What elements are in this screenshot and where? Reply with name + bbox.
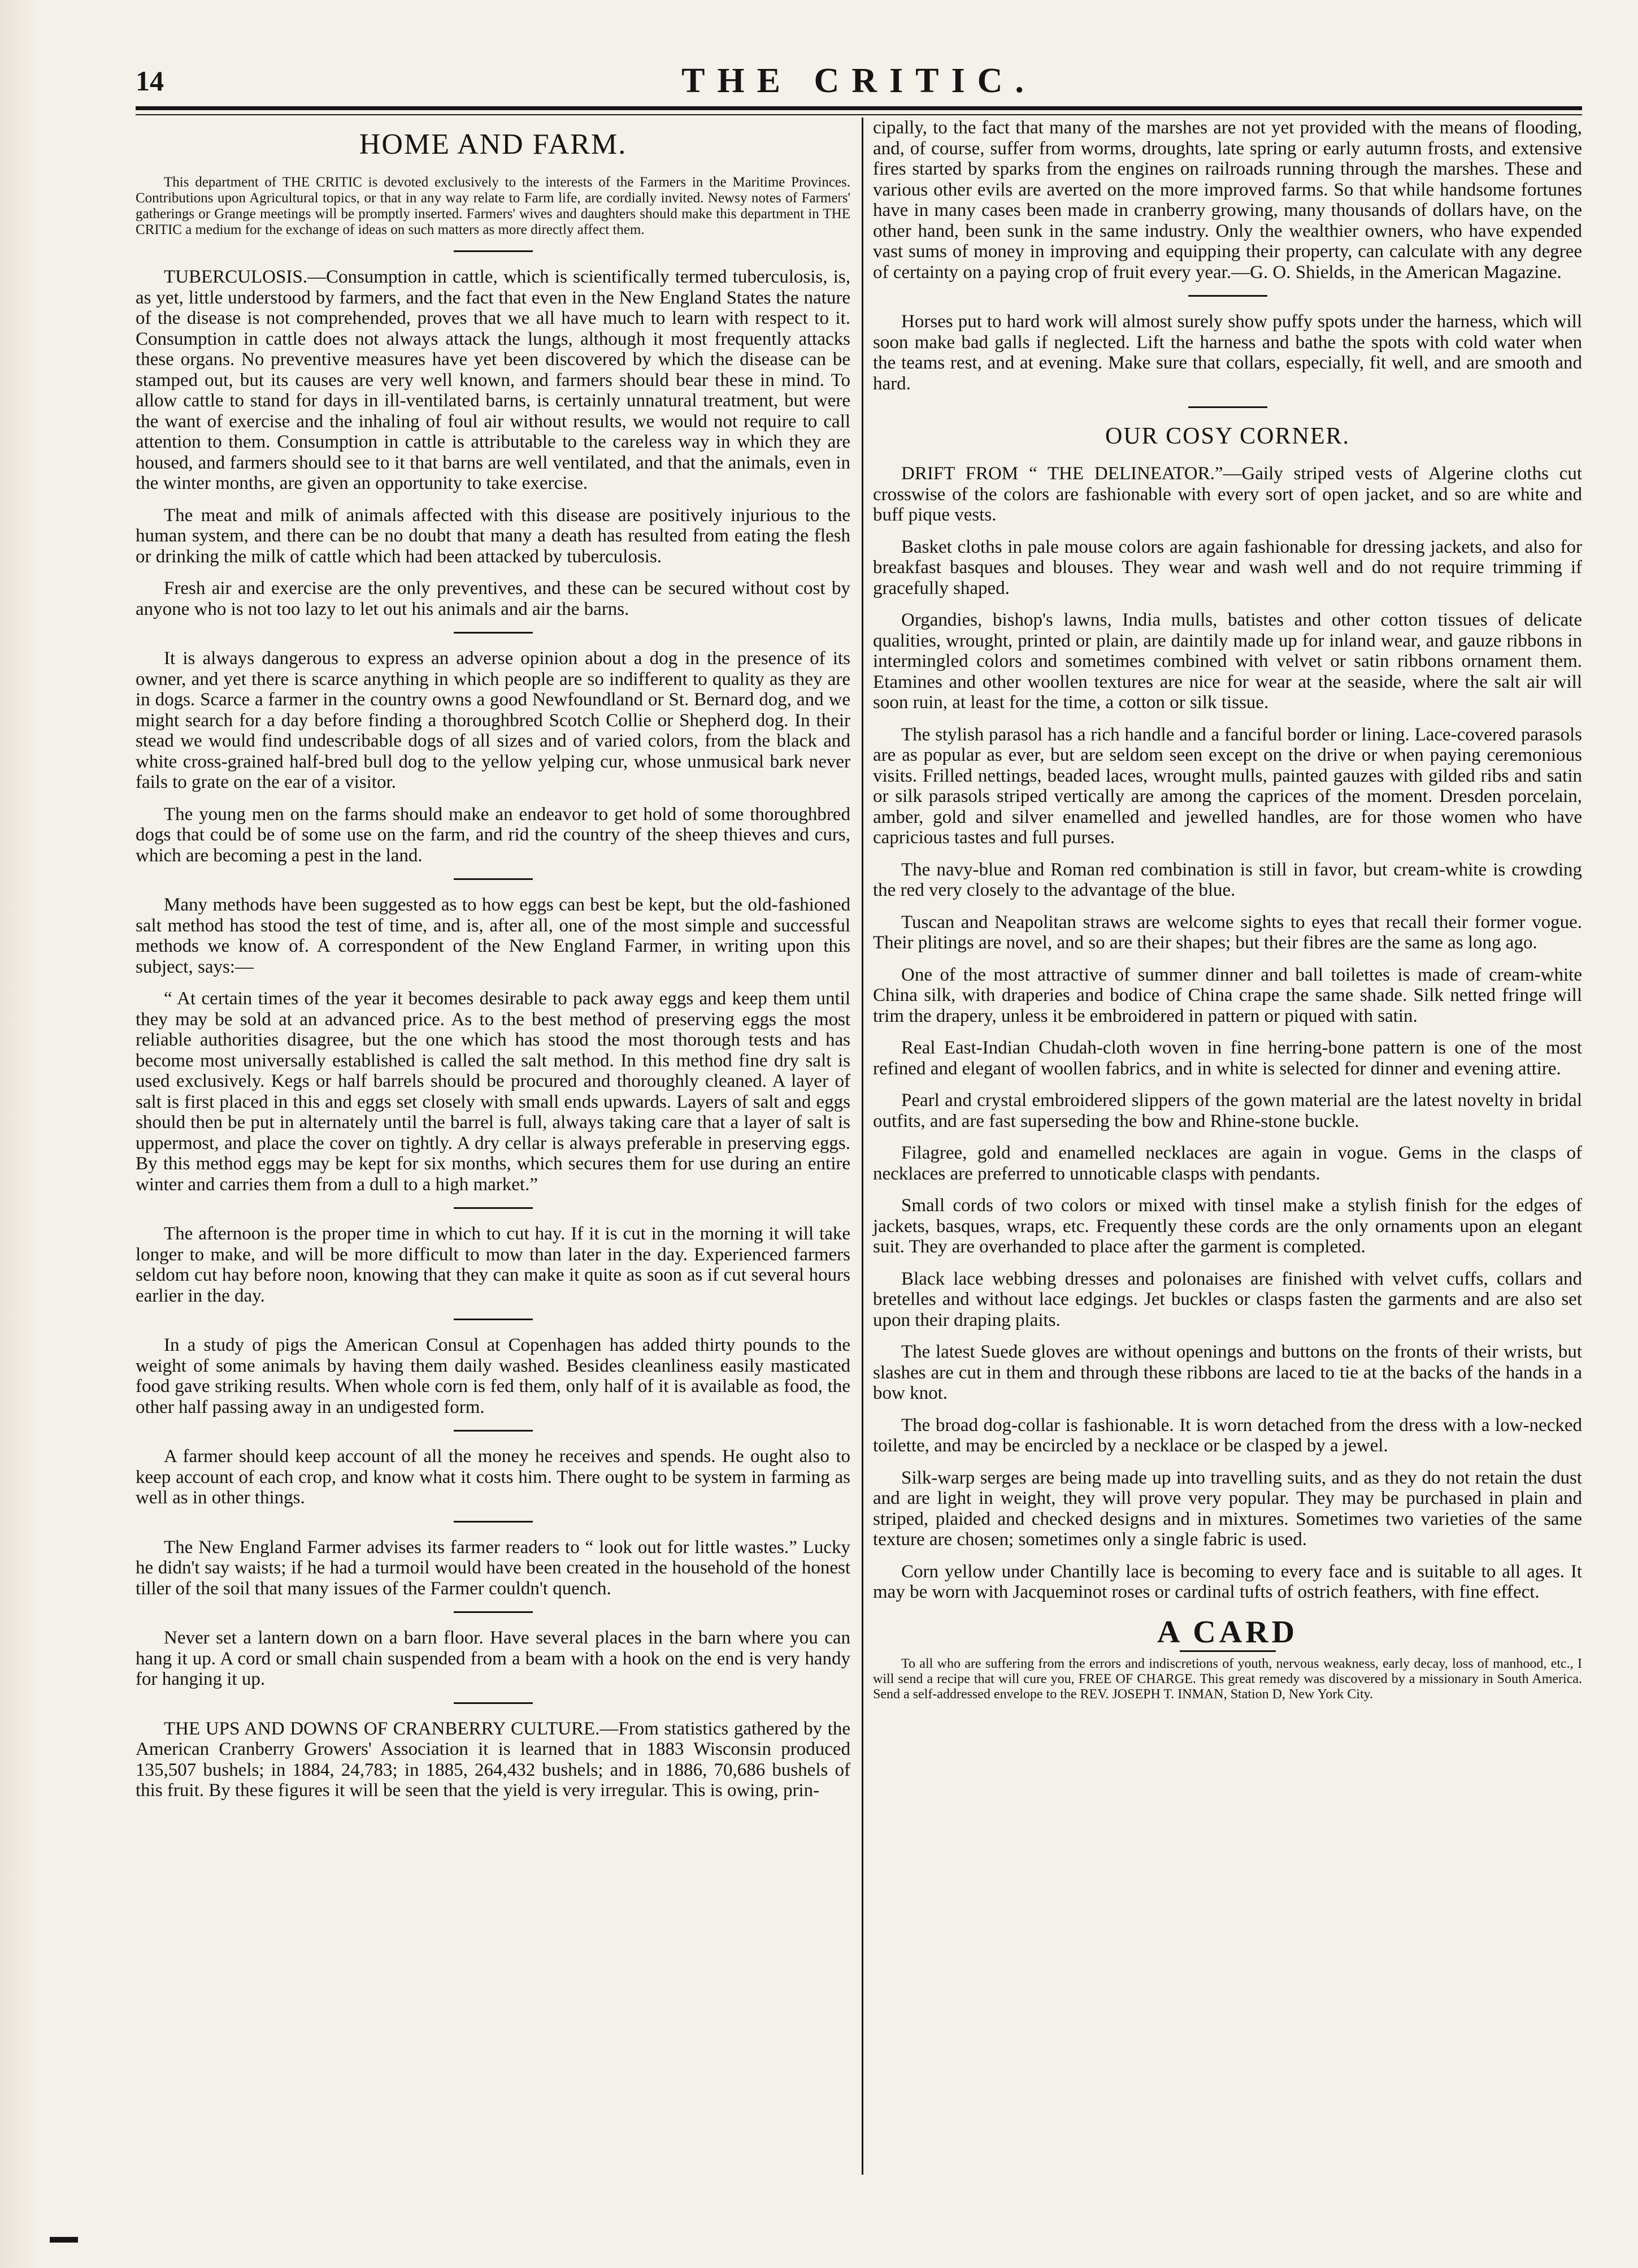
corner-paragraph: Corn yellow under Chantilly lace is becoming to every face and is suitable to all ages. It may be worn with Jacqueminot roses or cardinal tufts of ostrich feathers, with fine effect. bbox=[873, 1561, 1582, 1602]
corner-paragraph: Tuscan and Neapolitan straws are welcome sights to eyes that recall their former vogue. Their plitings are novel, and so are their shapes; but their fibres are the same as long ago. bbox=[873, 912, 1582, 953]
corner-paragraph: The latest Suede gloves are without openings and buttons on the fronts of their wrists, but slashes are cut in them and through these ribbons are laced to tie at the backs of the hands in a bow knot. bbox=[873, 1342, 1582, 1403]
divider-rule bbox=[454, 878, 533, 880]
corner-paragraph: Organdies, bishop's lawns, India mulls, batistes and other cotton tissues of delicate qualities, wrought, printed or plain, are daintily made up for inland wear, and gauze ribbons in intermingled colors and sometimes combined with velvet or satin ribbons ornament them. Etamines and other woollen textures are nice for wear at the seaside, where the salt air will soon ruin, at least for the time, a cotton or silk tissue. bbox=[873, 610, 1582, 713]
advert-card-text: To all who are suffering from the errors and indiscretions of youth, nervous weakness, early decay, loss of manhood, etc., I will send a recipe that will cure you, FREE OF CHARGE. This great remedy was discovered by a missionary in South America. Send a self-addressed envelope to the REV. JOSEPH T. INMAN, Station D, New York City. bbox=[873, 1656, 1582, 1702]
corner-paragraph: Pearl and crystal embroidered slippers of the gown material are the latest novelty in bridal outfits, and are fast superseding the bow and Rhine-stone buckle. bbox=[873, 1090, 1582, 1131]
corner-paragraph: Silk-warp serges are being made up into travelling suits, and as they do not retain the dust and are light in weight, they will prove very popular. They may be purchased in plain and striped, plaided and checked designs and in mixtures. Sometimes two varieties of the same texture are chosen; sometimes only a single fabric is used. bbox=[873, 1467, 1582, 1550]
divider-rule bbox=[454, 1702, 533, 1704]
corner-paragraph: DRIFT FROM “ THE DELINEATOR.”—Gaily striped vests of Algerine cloths cut crosswise of the colors are fashionable with every sort of open jacket, and so are white and buff pique vests. bbox=[873, 463, 1582, 525]
article-pigs: In a study of pigs the American Consul at Copenhagen has added thirty pounds to the weight of some animals by having them daily washed. Besides cleanliness easily masticated food gave striking results. When whole corn is fed them, only half of it is available as food, the other half passing away in an undigested form. bbox=[136, 1335, 850, 1417]
advert-card-underline bbox=[1180, 1650, 1276, 1652]
article-dogs: It is always dangerous to express an adverse opinion about a dog in the presence of its owner, and yet there is scarce anything in which people are so indifferent to quality as they are in dogs. Scarce a farmer in the country owns a good Newfoundland or St. Bernard dog, and we might search for a day before finding a thoroughbred Scotch Collie or Shepherd dog. In their stead we would find undescribable dogs of all sizes and of varied colors, from the black and white cross-grained half-bred bull dog to the yellow yelping cur, whose unmusical bark never fails to grate on the ear of a visitor. bbox=[136, 648, 850, 792]
article-paragraph: The young men on the farms should make an endeavor to get hold of some thoroughbred dogs that could be of some use on the farm, and rid the country of the sheep thieves and curs, which are becoming a pest in the land. bbox=[136, 804, 850, 866]
divider-rule bbox=[1188, 295, 1267, 297]
article-cranberry-continued: cipally, to the fact that many of the marshes are not yet provided with the means of flooding, and, of course, suffer from worms, droughts, late spring or early autumn frosts, and extensive fires started by sparks from the engines on railroads running through the marshes. These and various other evils are averted on the more improved farms. So that while handsome fortunes have in many cases been made in cranberry growing, many thousands of dollars have, on the other hand, been sunk in the same industry. Only the wealthier owners, who have expended vast sums of money in improving and equipping their property, can calculate with any degree of certainty on a paying crop of fruit every year.—G. O. Shields, in the American Magazine. bbox=[873, 118, 1582, 283]
corner-paragraph: The stylish parasol has a rich handle and a fanciful border or lining. Lace-covered parasols are as popular as ever, but are seldom seen except on the drive or when paying ceremonious visits. Frilled nettings, beaded laces, wrought mulls, painted gauzes with gilded ribs and satin or silk parasols striped vertically are among the caprices of the moment. Dresden porcelain, amber, gold and silver enamelled and jewelled handles, are for those women who have capricious tastes and full purses. bbox=[873, 724, 1582, 848]
article-cranberry: THE UPS AND DOWNS OF CRANBERRY CULTURE.—From statistics gathered by the American Cranberry Growers' Association it is learned that in 1883 Wisconsin produced 135,507 bushels; in 1884, 24,783; in 1885, 264,432 bushels; and in 1886, 70,686 bushels of this fruit. By these figures it will be seen that the yield is very irregular. This is owing, prin- bbox=[136, 1718, 850, 1801]
article-eggs: Many methods have been suggested as to how eggs can best be kept, but the old-fashioned salt method has stood the test of time, and is, after all, one of the most simple and successful methods we know of. A correspondent of the New England Farmer, in writing upon this subject, says:— bbox=[136, 895, 850, 977]
corner-paragraph: The broad dog-collar is fashionable. It is worn detached from the dress with a low-necked toilette, and may be encircled by a necklace or be clasped by a jewel. bbox=[873, 1415, 1582, 1456]
header-rule-thin bbox=[136, 114, 1582, 115]
divider-rule bbox=[454, 1430, 533, 1432]
page-number: 14 bbox=[136, 65, 164, 97]
header-rule-thick bbox=[136, 106, 1582, 110]
article-paragraph: Fresh air and exercise are the only preventives, and these can be secured without cost by anyone who is not too lazy to let out his animals and air the barns. bbox=[136, 578, 850, 619]
advert-card-title-text: A CARD bbox=[1157, 1614, 1298, 1650]
masthead: THE CRITIC. bbox=[681, 62, 1036, 100]
divider-rule bbox=[454, 1319, 533, 1320]
article-horses: Horses put to hard work will almost surely show puffy spots under the harness, which will soon make bad galls if neglected. Lift the harness and bathe the spots with cold water when the teams rest, and at evening. Make sure that collars, especially, fit well, and are smooth and hard. bbox=[873, 311, 1582, 394]
divider-rule bbox=[454, 1611, 533, 1613]
divider-rule bbox=[1188, 406, 1267, 408]
article-accounts: A farmer should keep account of all the money he receives and spends. He ought also to keep account of each crop, and know what it costs him. There ought to be system in farming as well as in other things. bbox=[136, 1446, 850, 1508]
advert-card-title bbox=[873, 1614, 1582, 1652]
divider-rule bbox=[454, 1207, 533, 1209]
divider-rule bbox=[454, 632, 533, 634]
article-hay: The afternoon is the proper time in which to cut hay. If it is cut in the morning it will take longer to make, and will be more difficult to mow than later in the day. Experienced farmers seldom cut hay before noon, knowing that they can make it quite as soon as if cut several hours earlier in the day. bbox=[136, 1224, 850, 1306]
corner-paragraph: Basket cloths in pale mouse colors are again fashionable for dressing jackets, and also for breakfast basques and blouses. They wear and wash well and do not require trimming if gracefully shaped. bbox=[873, 536, 1582, 599]
section-title-home-and-farm: HOME AND FARM. bbox=[359, 128, 627, 161]
corner-paragraph: The navy-blue and Roman red combination is still in favor, but cream-white is crowding the red very closely to the advantage of the blue. bbox=[873, 859, 1582, 900]
print-corner-mark bbox=[50, 2237, 78, 2243]
page-edge-shadow bbox=[0, 0, 40, 2268]
divider-rule bbox=[454, 1521, 533, 1523]
corner-paragraph: One of the most attractive of summer dinner and ball toilettes is made of cream-white China silk, with draperies and bodice of China crape the same shade. Silk netted fringe will trim the drapery, unless it be embroidered in pattern or piqued with satin. bbox=[873, 964, 1582, 1026]
article-quote: “ At certain times of the year it becomes desirable to pack away eggs and keep them until they may be sold at an advanced price. As to the best method of preserving eggs the most reliable authorities disagree, but the one which has stood the most thorough tests and has become most universally established is called the salt method. In this method fine dry salt is used exclusively. Kegs or half barrels should be procured and thoroughly cleaned. A layer of salt is first placed in this and eggs set closely with small ends upwards. Layers of salt and eggs should then be put in alternately until the barrel is full, always taking care that a layer of salt is uppermost, and place the cover on tightly. A dry cellar is always preferable in preserving eggs. By this method eggs may be kept for six months, which secures them for use during an entire winter and carries them from a dull to a high market.” bbox=[136, 988, 850, 1195]
left-column bbox=[136, 118, 850, 1812]
divider-rule bbox=[454, 250, 533, 252]
corner-paragraph: Black lace webbing dresses and polonaises are finished with velvet cuffs, collars and bretelles and without lace edgings. Jet buckles or clasps fasten the garments and are also set upon their draping plaits. bbox=[873, 1268, 1582, 1330]
corner-paragraph: Real East-Indian Chudah-cloth woven in fine herring-bone pattern is one of the most refined and elegant of woollen fabrics, and in white is selected for dinner and evening attire. bbox=[873, 1038, 1582, 1079]
page-header bbox=[136, 61, 1582, 106]
right-column bbox=[873, 118, 1582, 1714]
article-paragraph: The meat and milk of animals affected with this disease are positively injurious to the human system, and there can be no doubt that many a death has resulted from eating the flesh or drinking the milk of cattle which had been attacked by tuberculosis. bbox=[136, 505, 850, 567]
section-intro: This department of THE CRITIC is devoted exclusively to the interests of the Farmers in the Maritime Provinces. Contributions upon Agricultural topics, or that in any way relate to Farm life, are cordially invited. Newsy notes of Farmers' gatherings or Grange meetings will be promptly inserted. Farmers' wives and daughters should make this department in THE CRITIC a medium for the exchange of ideas on such matters as more directly affect them. bbox=[136, 175, 850, 237]
section-title-cosy-corner: OUR COSY CORNER. bbox=[1105, 423, 1350, 449]
article-lantern: Never set a lantern down on a barn floor. Have several places in the barn where you can hang it up. A cord or small chain suspended from a beam with a hook on the end is very handy for hanging it up. bbox=[136, 1628, 850, 1689]
article-tuberculosis: TUBERCULOSIS.—Consumption in cattle, which is scientifically termed tuberculosis, is, as yet, little understood by farmers, and the fact that even in the New England States the nature of the disease is not comprehended, proves that we all have much to learn with respect to it. Consumption in cattle does not always attack the lungs, although it most frequently attacks these organs. No preventive measures have yet been discovered by which the disease can be stamped out, but its causes are very well known, and farmers should bear these in mind. To allow cattle to stand for days in ill-ventilated barns, is certainly unnatural treatment, but were the want of exercise and the inhaling of foul air without results, we would not require to call attention to them. Consumption in cattle is attributable to the careless way in which they are housed, and farmers should see to it that barns are well ventilated, and that the animals, even in the winter months, are given an opportunity to take exercise. bbox=[136, 267, 850, 493]
article-wastes: The New England Farmer advises its farmer readers to “ look out for little wastes.” Lucky he didn't say waists; if he had a turmoil would have been created in the household of the honest tiller of the soil that many issues of the Farmer couldn't quench. bbox=[136, 1537, 850, 1599]
column-divider bbox=[862, 118, 863, 2175]
corner-paragraph: Small cords of two colors or mixed with tinsel make a stylish finish for the edges of jackets, basques, wraps, etc. Frequently these cords are the only ornaments upon an elegant suit. They are overhanded to place after the garment is completed. bbox=[873, 1195, 1582, 1257]
corner-paragraph: Filagree, gold and enamelled necklaces are again in vogue. Gems in the clasps of necklaces are preferred to unnoticable clasps with pendants. bbox=[873, 1143, 1582, 1184]
